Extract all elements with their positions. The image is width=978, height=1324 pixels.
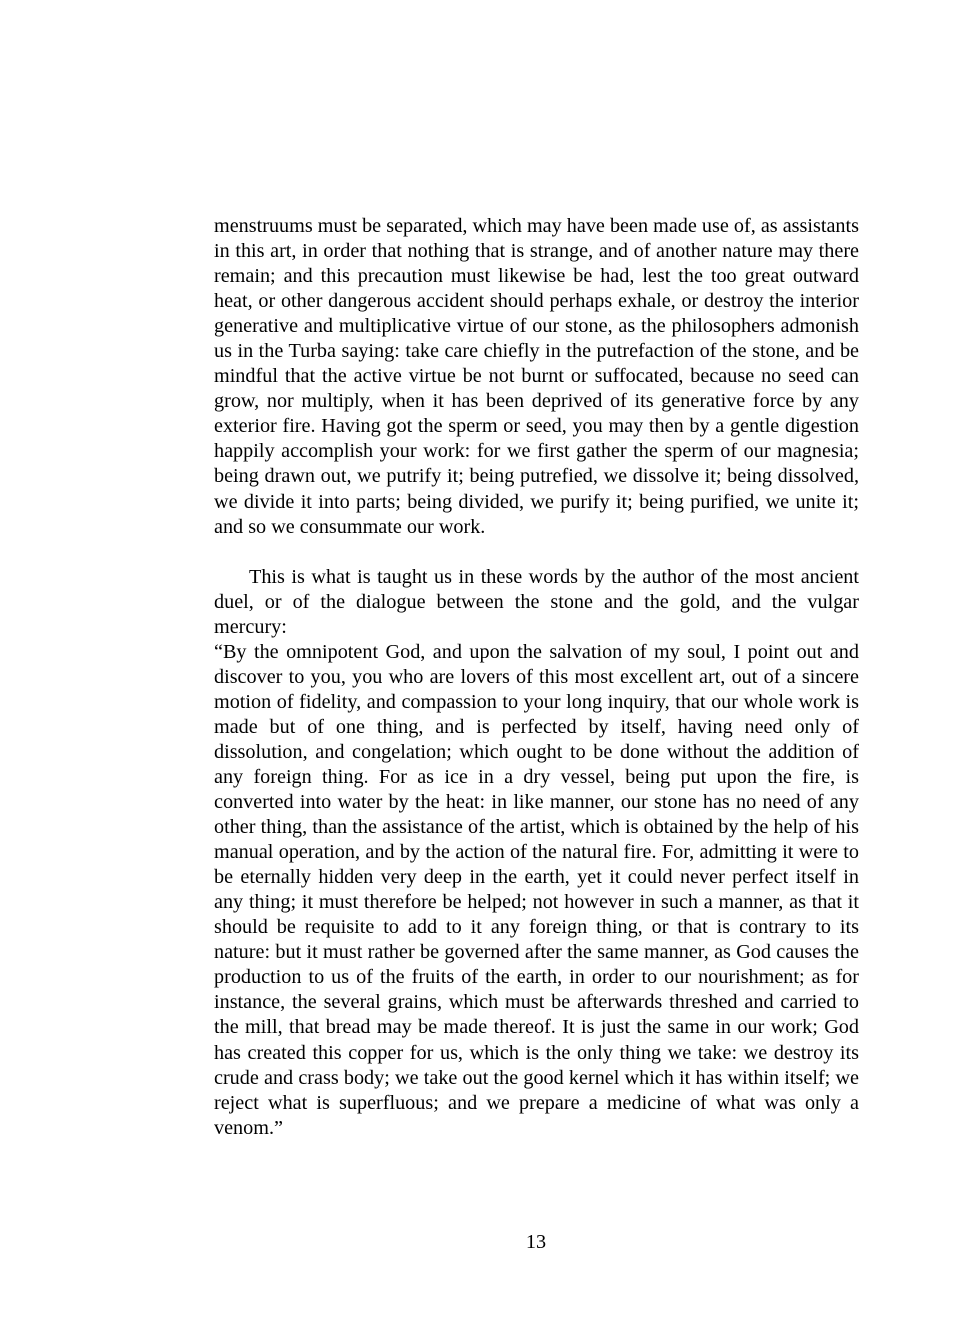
paragraph-author-dialogue: This is what is taught us in these words by the author of the most ancient duel, or of the dialogue between the stone and the gold, and the vulgar mercury: xyxy=(214,565,859,638)
paragraph-quotation: “By the omnipotent God, and upon the salvation of my soul, I point out and discover to you, you who are lovers of this most excellent art, out of a sincere motion of fidelity, and compassion to your long inquiry, that our whole work is made but of one thing, and is perfected by itself, having need only of dissolution, and congelation; which ought to be done without the addition of any foreign thing. For as ice in a dry vessel, being put upon the fire, is converted into water by the heat: in like manner, our stone has no need of any other thing, than the assistance of the artist, which is obtained by the help of his manual operation, and by the action of the natural fire. For, admitting it were to be eternally hidden very deep in the earth, yet it could never perfect itself in any thing; it must therefore be helped; not however in such a manner, as that it should be requisite to add to it any foreign thing, or that is contrary to its nature: but it must rather be governed after the same manner, as God causes the production to us of the fruits of the earth, in order to our nourishment; as for instance, the several grains, which must be afterwards threshed and carried to the mill, that bread may be made thereof. It is just the same in our work; God has created this copper for us, which is the only thing we take: we destroy its crude and crass body; we take out the good kernel which it has within itself; we reject what is superfluous; and we prepare a medicine of what was only a venom.” xyxy=(214,640,859,1139)
page-number: 13 xyxy=(525,1231,547,1253)
page-body xyxy=(214,214,859,1141)
paragraph-menstruums: menstruums must be separated, which may have been made use of, as assistants in this art, in order that nothing that is strange, and of another nature may there remain; and this precaution must likewise be had, lest the too great outward heat, or other dangerous accident should perhaps exhale, or destroy the interior generative and multiplicative virtue of our stone, as the philosophers admonish us in the Turba saying: take care chiefly in the putrefaction of the stone, and be mindful that the active virtue be not burnt or suffocated, because no seed can grow, nor multiply, when it has been deprived of its generative force by any exterior fire. Having got the sperm or seed, you may then by a gentle digestion happily accomplish your work: for we first gather the sperm of our magnesia; being drawn out, we putrify it; being putrefied, we dissolve it; being dissolved, we divide it into parts; being divided, we purify it; being purified, we unite it; and so we consummate our work. xyxy=(214,215,859,538)
paragraph-gap xyxy=(214,540,859,565)
